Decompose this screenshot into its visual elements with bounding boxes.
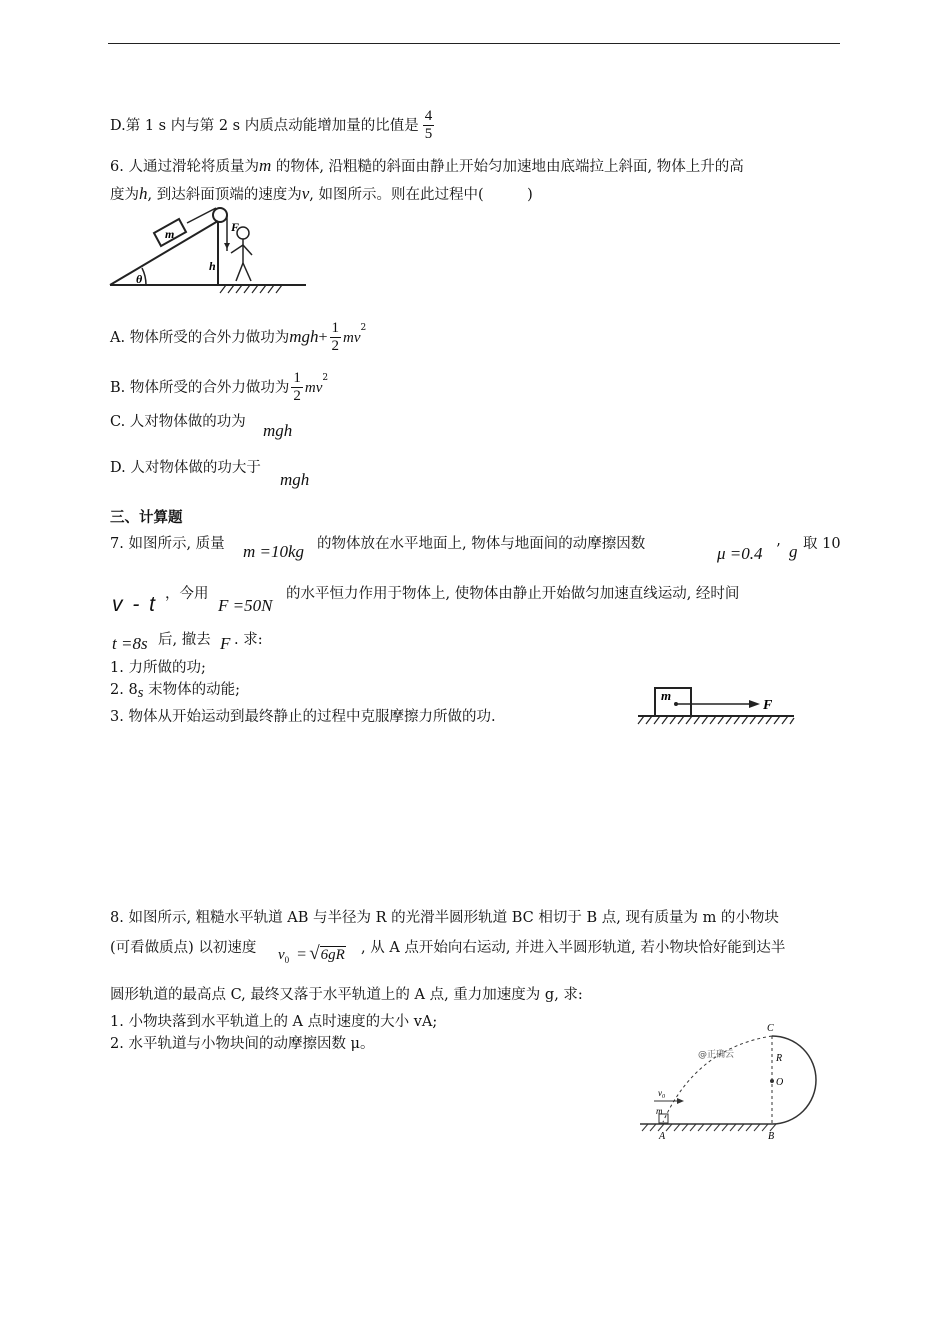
radicand: 6gR [320,947,345,963]
header-rule [108,43,840,44]
plus-sign: + [318,329,328,346]
label-m: m [656,1106,663,1116]
q7-vt-expr: v - t [112,593,157,616]
pulley-icon [213,208,227,222]
q7-mu-expr: μ =0.4 [717,544,763,563]
q7-F-expr: F =50N [218,596,273,615]
q7-text: 7. 如图所示, 质量 [110,536,225,552]
q7-line1c: ’ [776,542,781,558]
label-F: F [763,698,773,713]
superscript: 2 [360,323,367,333]
q7-text: 末物体的动能; [143,682,241,698]
q6-text: 6. 人通过滑轮将质量为 [110,159,259,175]
fraction-num: 1 [331,320,340,336]
q7-line1d: 取 10 [803,536,841,552]
label-m: m [165,227,175,241]
option-text: A. 物体所受的合外力做功为 [110,330,290,346]
superscript: 2 [322,373,329,383]
q7-line1 [110,534,225,554]
q6-text: 的物体, 沿粗糙的斜面由静止开始匀加速地由底端拉上斜面, 物体上升的高 [271,159,744,175]
q5-option-d-text: D.第 1 s 内与第 2 s 内质点动能增加量的比值是 [110,118,419,134]
q6-option-d [110,458,261,478]
q8-track-figure [636,1018,826,1144]
q6-text: , 到达斜面顶端的速度为 [147,187,302,203]
q6-stem-line2 [110,184,533,205]
q7-text: 2. 8 [110,682,138,698]
projectile-path [663,1036,772,1122]
q7-sub2 [110,680,240,700]
q8-line3: 圆形轨道的最高点 C, 最终又落于水平轨道上的 A 点, 重力加速度为 g, 求: [110,987,583,1003]
label-R: R [776,1053,783,1064]
svg-text:v0 [658,1088,665,1100]
label-v0-sub: 0 [662,1094,665,1100]
expr-mv: mv [304,380,323,396]
q8-line2a: (可看做质点) 以初速度 [110,940,257,956]
var-v: v [301,184,310,203]
q7-line3a: 后, 撤去 [158,632,211,648]
q7-mass-expr: m =10kg [243,542,305,561]
option-text: B. 物体所受的合外力做功为 [110,380,290,396]
q7-g-expr: g [789,542,798,561]
q7-sub1: 1. 力所做的功; [110,660,206,676]
q8-line1: 8. 如图所示, 粗糙水平轨道 AB 与半径为 R 的光滑半圆形轨道 BC 相切于 B 点, 现有质量为 m 的小物块 [110,910,779,926]
q7-line2a: ，今用 [165,586,209,602]
q6-option-c [110,412,246,432]
label-B: B [768,1131,775,1142]
q7-sub3: 3. 物体从开始运动到最终静止的过程中克服摩擦力所做的功. [110,709,496,725]
q7-block-figure [636,684,796,732]
fraction-num: 1 [293,370,301,386]
q6-option-b [110,370,328,405]
incline-line [110,221,218,285]
q6-text: , 如图所示。则在此过程中( ) [309,187,533,203]
q5-option-d [110,108,434,143]
q6-incline-figure [106,203,306,298]
q7-F2-expr: F [220,634,231,653]
label-A: A [659,1131,666,1142]
subscript: 0 [284,955,290,965]
watermark: @正确云 [698,1050,735,1060]
label-h: h [209,259,216,273]
fraction-num: 4 [424,108,433,124]
label-F: F [231,220,240,234]
equals-sign: = [297,946,307,963]
sqrt-icon: √ [309,943,320,964]
option-text: D. 人对物体做的功大于 [110,460,261,476]
label-theta: θ [136,272,143,286]
label-C: C [767,1023,774,1034]
fraction-den: 2 [331,338,340,354]
q7-t-expr: t =8s [112,634,148,653]
q8-v0-formula [278,943,346,965]
label-O: O [776,1077,784,1088]
expr-mv: mv [343,330,361,346]
label-m: m [661,688,672,703]
option-text: C. 人对物体做的功为 [110,414,246,430]
var-v: v [278,947,285,963]
q7-line3b: . 求: [234,632,263,648]
section-title: 三、计算题 [110,509,183,526]
q8-line2b: , 从 A 点开始向右运动, 并进入半圆形轨道, 若小物块恰好能到达半 [361,940,786,956]
q6-option-d-expr: mgh [280,470,310,489]
q6-option-c-expr: mgh [263,421,293,440]
expr-mgh: mgh [289,327,319,346]
q8-sub1: 1. 小物块落到水平轨道上的 A 点时速度的大小 vA; [110,1014,438,1030]
unit-s: s [137,685,144,701]
fraction-den: 2 [293,388,301,404]
label-v0: v [658,1088,662,1098]
q7-line2b: 的水平恒力作用于物体上, 使物体由静止开始做匀加速直线运动, 经时间 [286,586,740,602]
var-h: h [139,184,148,203]
q6-option-a [110,320,366,355]
q8-sub2: 2. 水平轨道与小物块间的动摩擦因数 μ。 [110,1036,375,1052]
q7-line1b: 的物体放在水平地面上, 物体与地面间的动摩擦因数 [317,536,646,552]
fraction-den: 5 [424,126,433,142]
q6-stem-line1 [110,156,744,177]
var-m: m [258,156,272,175]
q6-text: 度为 [110,187,139,203]
